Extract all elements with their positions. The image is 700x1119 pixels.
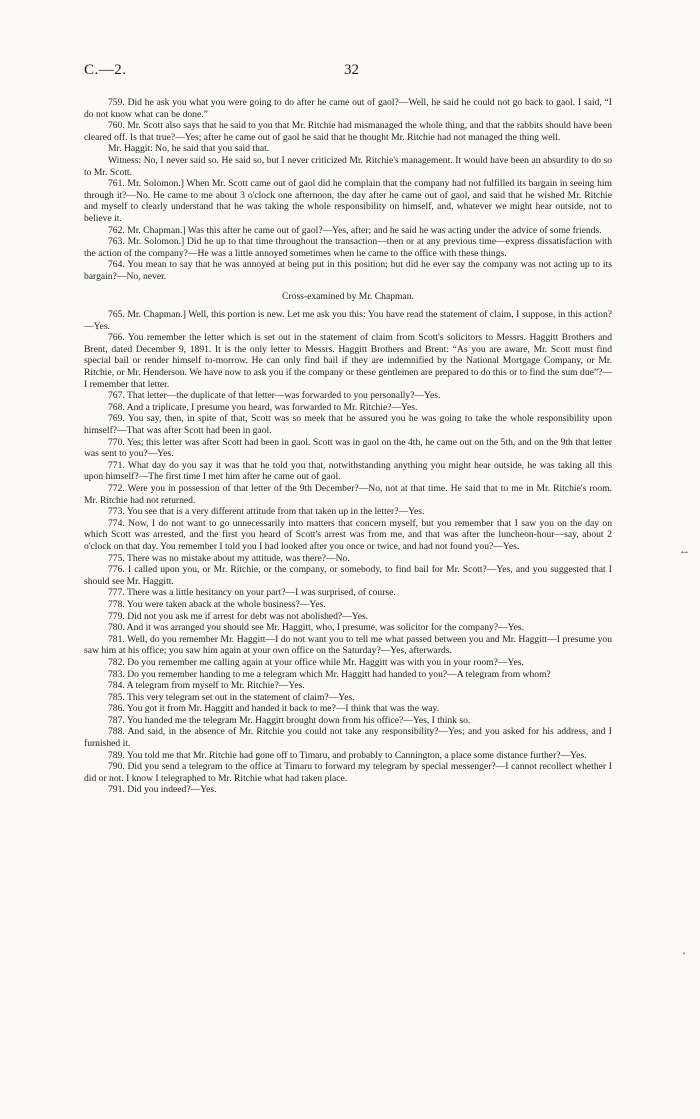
paragraph-785: 785. This very telegram set out in the statement of claim?—Yes. (108, 691, 355, 703)
paragraph-779: 779. Did not you ask me if arrest for debt was not abolished?—Yes. (108, 610, 369, 622)
paragraph-770: 770. Yes; this letter was after Scott had been in gaol. Scott was in gaol on the 4th, he came out on the 5th, and on the 9th that letter was sent to you?—Yes. (84, 436, 612, 460)
paragraph-772: 772. Were you in possession of that letter of the 9th December?—No, not at that time. He said that to me in Mr. Ritchie's room. Mr. Ritchie had not returned. (84, 483, 612, 506)
testimony-body (84, 97, 612, 796)
paragraph-775: 775. There was no mistake about my attitude, was there?—No. (108, 552, 350, 564)
interjection-haggit: Mr. Haggit: No, he said that you said that. (108, 143, 270, 155)
paragraph-784: 784. A telegram from myself to Mr. Ritchie?—Yes. (108, 680, 305, 692)
paragraph-773: 773. You see that is a very different attitude from that taken up in the letter?—Yes. (108, 506, 425, 518)
page-number: 32 (344, 62, 359, 78)
witness-statement: Witness: No, I never said so. He said so, but I never criticized Mr. Ritchie's management. It would have been an absurdity to do so to Mr. Scott. (84, 154, 612, 178)
paragraph-774: 774. Now, I do not want to go unnecessarily into matters that concern myself, but you remember that I saw you on the day on which Scott was arrested, and the first you heard of Scott's arrest was from me, and that was after the luncheon-hour—say, about 2 o'clock on that day. You remember I told you I had looked after you once or twice, and had not found you?—Yes. (84, 517, 612, 552)
margin-mark: ↔ (679, 545, 690, 557)
paragraph-776: 776. I called upon you, or Mr. Ritchie, or the company, or somebody, to find bail for Mr. Scott?—Yes, and you suggested that I should see Mr. Haggitt. (84, 564, 612, 587)
paragraph-786: 786. You got it from Mr. Haggitt and handed it back to me?—I think that was the way. (108, 703, 440, 715)
paragraph-777: 777. There was a little hesitancy on your part?—I was surprised, of course. (108, 587, 396, 599)
section-heading: Cross-examined by Mr. Chapman. (282, 290, 414, 302)
paragraph-788: 788. And said, in the absence of Mr. Ritchie you could not take any responsibility?—Yes; and you asked for his address, and I furnished it. (84, 726, 612, 750)
paragraph-778: 778. You were taken aback at the whole business?—Yes. (108, 598, 326, 610)
paragraph-791: 791. Did you indeed?—Yes. (108, 784, 217, 796)
paragraph-782: 782. Do you remember me calling again at your office while Mr. Haggitt was with you in your room?—Yes. (108, 656, 524, 668)
paragraph-771: 771. What day do you say it was that he told you that, notwithstanding anything you might hear outside, he was taking all this upon himself?—The first time I met him after he came out of gaol. (84, 459, 612, 483)
paragraph-780: 780. And it was arranged you should see Mr. Haggitt, who, I presume, was solicitor for the company?—Yes. (108, 622, 525, 634)
paragraph-767: 767. That letter—the duplicate of that letter—was forwarded to you personally?—Yes. (108, 390, 441, 402)
paragraph-762: 762. Mr. Chapman.] Was this after he came out of gaol?—Yes, after; and he said he was acting under the advice of some friends. (108, 224, 602, 236)
document-reference: C.—2. (84, 62, 127, 78)
page-header (84, 62, 614, 82)
paragraph-761: 761. Mr. Solomon.] When Mr. Scott came out of gaol did he complain that the company had not fulfilled its bargain in seeing him through it?—No. He came to me about 3 o'clock one afternoon, the day after he came out of gaol, and said that he wished Mr. Ritchie and myself to clearly understand that he was taking the whole responsibility on himself, and, whatever we might hear outside, not to believe it. (84, 178, 612, 224)
margin-tick: ‘ (682, 950, 686, 962)
paragraph-789: 789. You told me that Mr. Ritchie had gone off to Timaru, and probably to Cannington, a place some distance further?—Yes. (108, 749, 587, 761)
paragraph-783: 783. Do you remember handing to me a telegram which Mr. Haggitt had handed to you?—A telegram from whom? (108, 668, 551, 680)
paragraph-769: 769. You say, then, in spite of that, Scott was so meek that he assured you he was going to take the whole responsibility upon himself?—That was after Scott had been in gaol. (84, 413, 612, 437)
paragraph-790: 790. Did you send a telegram to the office at Timaru to forward my telegram by special messenger?—I cannot recollect whether I did or not. I know I telegraphed to Mr. Ritchie what had taken place. (84, 761, 612, 784)
paragraph-768: 768. And a triplicate, I presume you heard, was forwarded to Mr. Ritchie?—Yes. (108, 401, 418, 413)
paragraph-766: 766. You remember the letter which is set out in the statement of claim from Scott's solicitors to Messrs. Haggitt Brothers and Brent, dated December 9, 1891. It is the only letter to Messrs. Haggitt Brothers and Brent: “As you are aware, Mr. Scott must find special bail or render himself to-morrow. He can only find bail if they are indemnified by the National Mortgage Company, or Mr. Ritchie, or Mr. Henderson. We have now to ask you if the company or these gentlemen are prepared to do this or to find the sum due”?—I remember that letter. (84, 332, 612, 390)
paragraph-765: 765. Mr. Chapman.] Well, this portion is new. Let me ask you this: You have read the statement of claim, I suppose, in this action?—Yes. (84, 309, 612, 332)
paragraph-760: 760. Mr. Scott also says that he said to you that Mr. Ritchie had mismanaged the whole thing, and that the rabbits should have been cleared off. Is that true?—Yes; after he came out of gaol he said that he thought Mr. Ritchie had not managed the thing well. (84, 120, 612, 143)
paragraph-763: 763. Mr. Solomon.] Did he up to that time throughout the transaction—then or at any previous time—express dissatisfaction with the action of the company?—He was a little annoyed sometimes when he came to the office with these things. (84, 236, 612, 259)
paragraph-764: 764. You mean to say that he was annoyed at being put in this position; but did he ever say the company was not acting up to its bargain?—No, never. (84, 259, 612, 282)
paragraph-781: 781. Well, do you remember Mr. Haggitt—I do not want you to tell me what passed between you and Mr. Haggitt—I presume you saw him at his office; you saw him again at your own office on the Saturday?—Yes, afterwards. (84, 633, 612, 657)
paragraph-787: 787. You handed me the telegram Mr. Haggitt brought down from his office?—Yes, I think so. (108, 714, 471, 726)
paragraph-759: 759. Did he ask you what you were going to do after he came out of gaol?—Well, he said he could not go back to gaol. I said, “I do not know what can be done.” (84, 97, 612, 120)
